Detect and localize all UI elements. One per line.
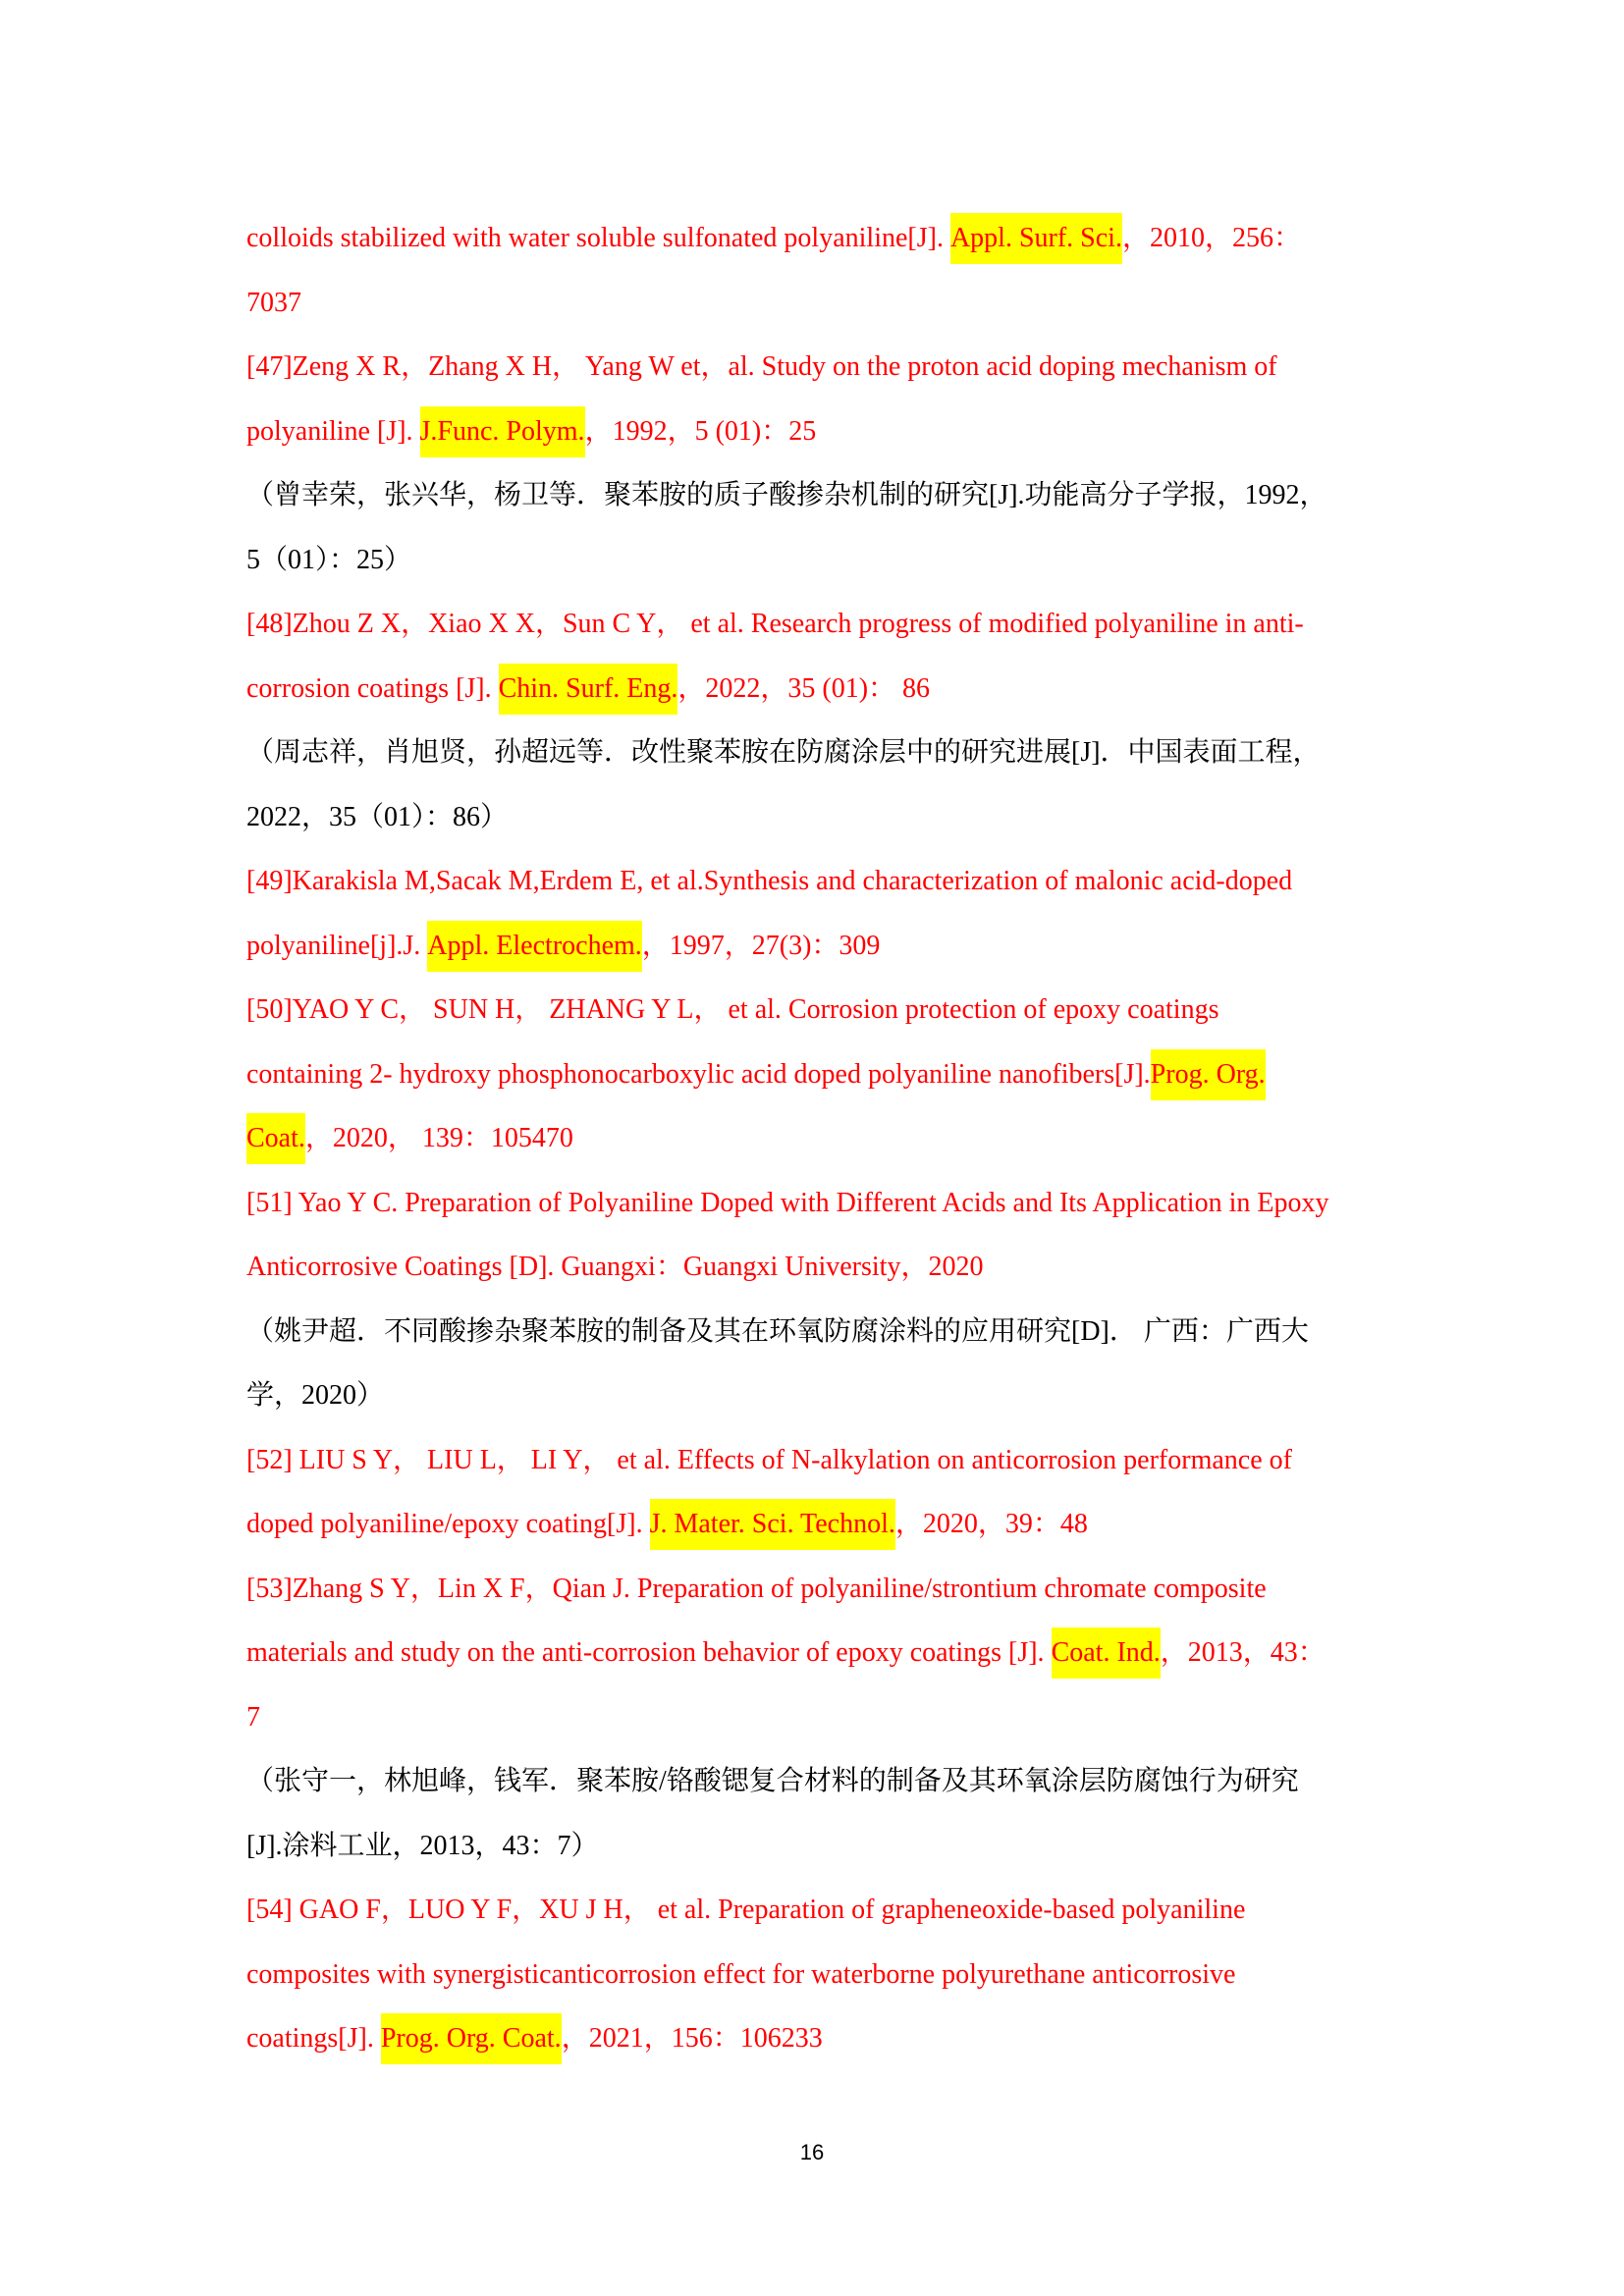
chinese-translation-line bbox=[246, 1363, 1385, 1428]
reference-text: colloids stabilized with water soluble sulfonated polyaniline[J]. bbox=[246, 223, 950, 253]
reference-line bbox=[246, 1428, 1385, 1493]
chinese-translation-line bbox=[246, 785, 1385, 850]
reference-entry-ref47 bbox=[246, 335, 1385, 592]
journal-highlight: Appl. Surf. Sci. bbox=[950, 213, 1122, 264]
reference-line bbox=[246, 271, 1385, 336]
reference-details: ，2010，256： bbox=[1121, 223, 1301, 253]
reference-line bbox=[246, 849, 1385, 914]
reference-text: [50]YAO Y C， SUN H， ZHANG Y L， et al. Corrosion protection of epoxy coatings bbox=[246, 994, 1219, 1025]
chinese-translation-line bbox=[246, 1814, 1385, 1879]
reference-line bbox=[246, 1492, 1385, 1557]
journal-highlight: Coat. bbox=[246, 1113, 305, 1164]
journal-highlight: Appl. Electrochem. bbox=[427, 921, 641, 972]
reference-text: （姚尹超．不同酸掺杂聚苯胺的制备及其在环氧防腐涂料的应用研究[D]． 广西：广西大 bbox=[246, 1315, 1309, 1347]
reference-text: corrosion coatings [J]. bbox=[246, 672, 499, 704]
reference-text: containing 2- hydroxy phosphonocarboxylic acid doped polyaniline nanofibers[J]. bbox=[246, 1058, 1151, 1090]
chinese-translation-line bbox=[246, 721, 1385, 785]
reference-text: 5（01）：25） bbox=[246, 544, 412, 575]
reference-line bbox=[246, 1106, 1385, 1171]
reference-text: 7037 bbox=[246, 287, 301, 318]
reference-line bbox=[246, 1235, 1385, 1300]
reference-text: 2022，35（01）：86） bbox=[246, 801, 509, 832]
reference-text: [51] Yao Y C. Preparation of Polyaniline Doped with Different Acids and Its Application in Epoxy bbox=[246, 1187, 1329, 1218]
reference-entry-ref48 bbox=[246, 592, 1385, 849]
reference-text: （周志祥，肖旭贤，孙超远等．改性聚苯胺在防腐涂层中的研究进展[J]．中国表面工程， bbox=[246, 737, 1321, 768]
reference-text: [47]Zeng X R，Zhang X H， Yang W et，al. Study on the proton acid doping mechanism of bbox=[246, 351, 1277, 382]
reference-entry-ref51 bbox=[246, 1171, 1385, 1428]
reference-line bbox=[246, 1685, 1385, 1750]
reference-list bbox=[246, 206, 1385, 2071]
reference-entry-ref50 bbox=[246, 978, 1385, 1171]
journal-highlight: Chin. Surf. Eng. bbox=[499, 664, 678, 715]
reference-details: ，1997，27(3)：309 bbox=[641, 930, 881, 961]
journal-highlight: Coat. Ind. bbox=[1052, 1628, 1161, 1679]
reference-text: （曾幸荣，张兴华，杨卫等．聚苯胺的质子酸掺杂机制的研究[J].功能高分子学报，1992， bbox=[246, 480, 1327, 510]
reference-text: composites with synergisticanticorrosion effect for waterborne polyurethane anticorrosive bbox=[246, 1958, 1236, 1990]
reference-entry-ref54 bbox=[246, 1878, 1385, 2071]
chinese-translation-line bbox=[246, 528, 1385, 593]
reference-details: ，2022，35 (01)： 86 bbox=[677, 672, 931, 704]
reference-text: coatings[J]. bbox=[246, 2023, 381, 2054]
reference-entry-ref46-cont bbox=[246, 206, 1385, 335]
reference-entry-ref49 bbox=[246, 849, 1385, 978]
reference-details: ，1992，5 (01)：25 bbox=[584, 415, 817, 447]
reference-text: polyaniline[j].J. bbox=[246, 930, 428, 961]
journal-highlight: J. Mater. Sci. Technol. bbox=[650, 1499, 895, 1550]
reference-entry-ref53 bbox=[246, 1557, 1385, 1879]
reference-details: ，2021，156：106233 bbox=[561, 2023, 823, 2054]
reference-line bbox=[246, 1943, 1385, 2007]
reference-line bbox=[246, 1621, 1385, 1685]
reference-line bbox=[246, 2006, 1385, 2071]
reference-line bbox=[246, 978, 1385, 1042]
journal-highlight: J.Func. Polym. bbox=[420, 406, 585, 457]
page-number: 16 bbox=[799, 2140, 825, 2164]
reference-entry-ref52 bbox=[246, 1428, 1385, 1557]
journal-highlight: Prog. Org. Coat. bbox=[381, 2013, 562, 2064]
reference-line bbox=[246, 657, 1385, 721]
reference-text: 7 bbox=[246, 1701, 260, 1733]
reference-line bbox=[246, 400, 1385, 464]
reference-line bbox=[246, 1878, 1385, 1943]
reference-text: Anticorrosive Coatings [D]. Guangxi：Guangxi University，2020 bbox=[246, 1252, 984, 1282]
reference-text: （张守一，林旭峰，钱军．聚苯胺/铬酸锶复合材料的制备及其环氧涂层防腐蚀行为研究 bbox=[246, 1766, 1299, 1796]
reference-text: 学，2020） bbox=[246, 1380, 385, 1411]
reference-text: [J].涂料工业，2013，43：7） bbox=[246, 1830, 599, 1861]
reference-text: doped polyaniline/epoxy coating[J]. bbox=[246, 1509, 650, 1539]
reference-line bbox=[246, 1042, 1385, 1107]
reference-text: [52] LIU S Y， LIU L， LI Y， et al. Effects of N-alkylation on anticorrosion performance of bbox=[246, 1444, 1292, 1475]
reference-details: ，2020，39：48 bbox=[894, 1509, 1088, 1539]
reference-line bbox=[246, 592, 1385, 657]
reference-text: polyaniline [J]. bbox=[246, 415, 420, 447]
chinese-translation-line bbox=[246, 463, 1385, 528]
reference-line bbox=[246, 914, 1385, 979]
journal-highlight: Prog. Org. bbox=[1151, 1049, 1266, 1100]
reference-text: materials and study on the anti-corrosion behavior of epoxy coatings [J]. bbox=[246, 1637, 1052, 1668]
chinese-translation-line bbox=[246, 1749, 1385, 1814]
reference-text: [49]Karakisla M,Sacak M,Erdem E, et al.Synthesis and characterization of malonic acid-doped bbox=[246, 866, 1293, 896]
reference-text: [54] GAO F，LUO Y F，XU J H， et al. Preparation of grapheneoxide-based polyaniline bbox=[246, 1895, 1246, 1925]
chinese-translation-line bbox=[246, 1300, 1385, 1364]
reference-line bbox=[246, 1171, 1385, 1236]
reference-details: ，2020， 139：105470 bbox=[304, 1123, 573, 1153]
reference-details: ，2013，43： bbox=[1160, 1637, 1326, 1668]
reference-line bbox=[246, 206, 1385, 271]
reference-text: [53]Zhang S Y，Lin X F，Qian J. Preparation of polyaniline/strontium chromate composite bbox=[246, 1573, 1267, 1604]
reference-line bbox=[246, 1557, 1385, 1622]
reference-text: [48]Zhou Z X，Xiao X X，Sun C Y， et al. Research progress of modified polyaniline in anti- bbox=[246, 609, 1304, 639]
reference-line bbox=[246, 335, 1385, 400]
